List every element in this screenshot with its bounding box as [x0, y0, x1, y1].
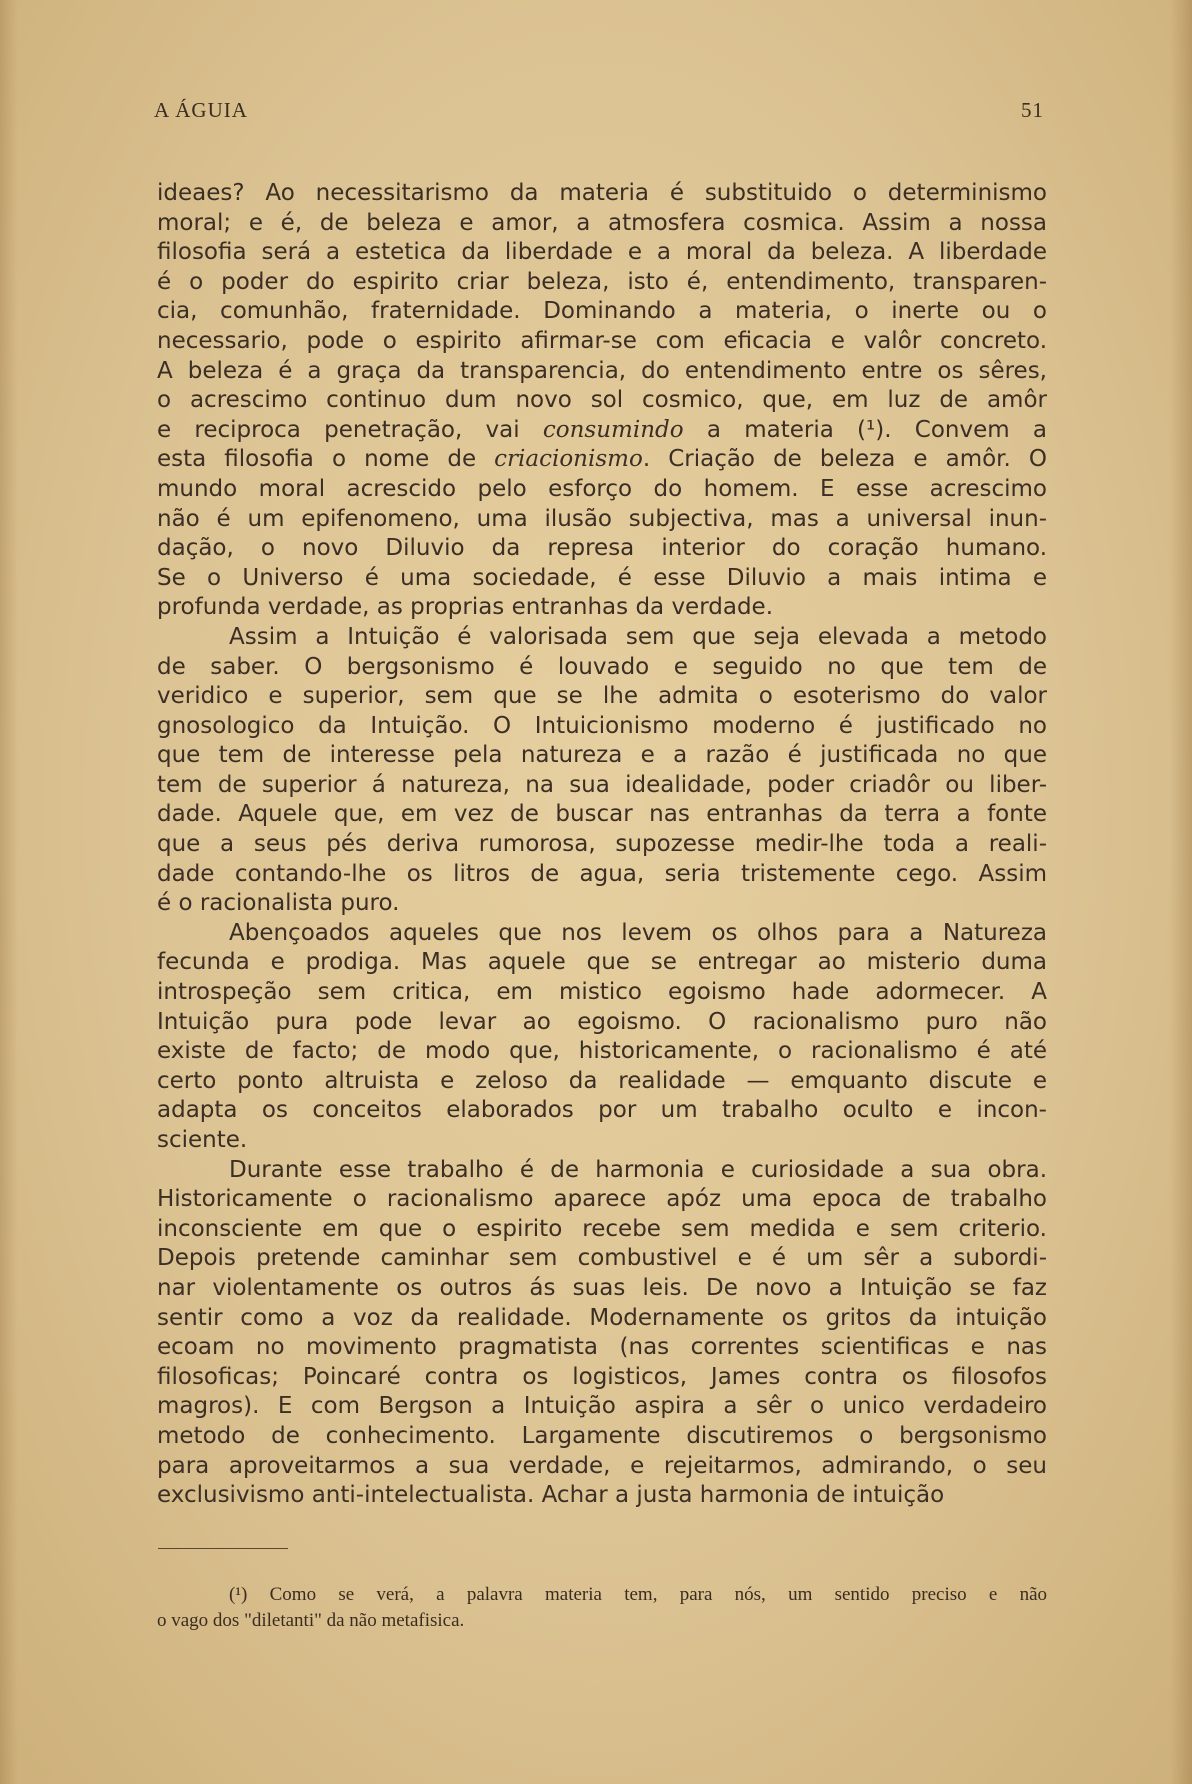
footnote — [157, 1582, 1047, 1634]
italic-term: criacionismo — [494, 446, 643, 473]
text-line: para aproveitarmos a sua verdade, e rejeitarmos, admirando, o seu — [157, 1452, 1047, 1479]
text-line: o acrescimo continuo dum novo sol cosmico, que, em luz de amôr — [157, 387, 1047, 414]
text-line: veridico e superior, sem que se lhe admita o esoterismo do valor — [157, 683, 1047, 710]
text-line: Intuição pura pode levar ao egoismo. O racionalismo puro não — [157, 1008, 1047, 1035]
text-line: Se o Universo é uma sociedade, é esse Diluvio a mais intima e — [157, 564, 1047, 591]
text-line: exclusivismo anti-intelectualista. Achar a justa harmonia de intuição — [157, 1482, 945, 1509]
text-line: metodo de conhecimento. Largamente discutiremos o bergsonismo — [157, 1422, 1047, 1449]
body-text — [157, 179, 1047, 1511]
text-line: Depois pretende caminhar sem combustivel e é um sêr a subordi- — [157, 1245, 1047, 1272]
text-line: gnosologico da Intuição. O Intuicionismo moderno é justificado no — [157, 712, 1047, 739]
footnote-line-1 — [157, 1582, 1047, 1608]
text-line: sentir como a voz da realidade. Modernamente os gritos da intuição — [157, 1304, 1047, 1331]
text-line: Abençoados aqueles que nos levem os olhos para a Natureza — [229, 919, 1047, 946]
text-line: é o racionalista puro. — [157, 890, 400, 917]
text-line: inconsciente em que o espirito recebe sem medida e sem criterio. — [157, 1215, 1047, 1242]
running-head — [154, 98, 1046, 126]
page-edge-shadow-left — [0, 0, 18, 1784]
text-line: Historicamente o racionalismo aparece apóz uma epoca de trabalho — [157, 1186, 1047, 1213]
text-line: fecunda e prodiga. Mas aquele que se entregar ao misterio duma — [157, 949, 1047, 976]
text-line: certo ponto altruista e zeloso da realidade — emquanto discute e — [157, 1067, 1047, 1094]
footnote-line-2: o vago dos "diletanti" da não metafisica. — [157, 1610, 465, 1631]
text-line: que a seus pés deriva rumorosa, supozesse medir-lhe toda a reali- — [157, 831, 1047, 858]
text-line: Durante esse trabalho é de harmonia e curiosidade a sua obra. — [229, 1156, 1047, 1183]
text-line: tem de superior á natureza, na sua idealidade, poder criadôr ou liber- — [157, 771, 1047, 798]
journal-title: A ÁGUIA — [154, 98, 248, 122]
text-line: adapta os conceitos elaborados por um trabalho oculto e incon- — [157, 1097, 1047, 1124]
text-line: profunda verdade, as proprias entranhas da verdade. — [157, 594, 774, 621]
page-number: 51 — [1021, 98, 1044, 122]
text-line: esta filosofia o nome de criacionismo. Criação de beleza e amôr. O — [157, 446, 1047, 473]
text-line: é o poder do espirito criar beleza, isto é, entendimento, transparen- — [157, 268, 1047, 295]
text-line: magros). E com Bergson a Intuição aspira a sêr o unico verdadeiro — [157, 1393, 1047, 1420]
text-line: mundo moral acrescido pelo esforço do homem. E esse acrescimo — [157, 475, 1047, 502]
text-line: dação, o novo Diluvio da represa interior do coração humano. — [157, 535, 1047, 562]
footnote-text-1: Como se verá, a palavra materia tem, para nós, um sentido preciso e não — [269, 1584, 1048, 1605]
text-line: não é um epifenomeno, uma ilusão subjectiva, mas a universal inun- — [157, 505, 1047, 532]
text-line: de saber. O bergsonismo é louvado e seguido no que tem de — [157, 653, 1047, 680]
text-line: moral; e é, de beleza e amor, a atmosfera cosmica. Assim a nossa — [157, 209, 1047, 236]
text-line: ideaes? Ao necessitarismo da materia é substituido o determinismo — [157, 180, 1047, 206]
text-line: e reciproca penetração, vai consumindo a materia (¹). Convem a — [157, 416, 1047, 443]
text-line: filosofia será a estetica da liberdade e a moral da beleza. A liberdade — [157, 239, 1047, 266]
text-line: cia, comunhão, fraternidade. Dominando a materia, o inerte ou o — [157, 298, 1047, 325]
text-line: necessario, pode o espirito afirmar-se com eficacia e valôr concreto. — [157, 327, 1047, 354]
italic-term: consumindo — [542, 416, 684, 443]
text-line: A beleza é a graça da transparencia, do entendimento entre os sêres, — [157, 357, 1047, 384]
text-line: dade contando-lhe os litros de agua, seria tristemente cego. Assim — [157, 860, 1047, 887]
page-edge-shadow-right — [1170, 0, 1192, 1784]
text-line: nar violentamente os outros ás suas leis. De novo a Intuição se faz — [157, 1274, 1047, 1301]
text-line: ecoam no movimento pragmatista (nas correntes scientificas e nas — [157, 1334, 1047, 1361]
text-line: filosoficas; Poincaré contra os logisticos, James contra os filosofos — [157, 1363, 1047, 1390]
footnote-marker: (¹) — [229, 1584, 248, 1605]
footnote-separator — [158, 1548, 288, 1549]
text-line: que tem de interesse pela natureza e a razão é justificada no que — [157, 742, 1047, 769]
text-line: existe de facto; de modo que, historicamente, o racionalismo é até — [157, 1038, 1047, 1065]
text-line: Assim a Intuição é valorisada sem que seja elevada a metodo — [229, 623, 1047, 650]
text-line: dade. Aquele que, em vez de buscar nas entranhas da terra a fonte — [157, 801, 1047, 828]
text-line: introspeção sem critica, em mistico egoismo hade adormecer. A — [157, 979, 1047, 1006]
text-line: sciente. — [157, 1127, 248, 1153]
